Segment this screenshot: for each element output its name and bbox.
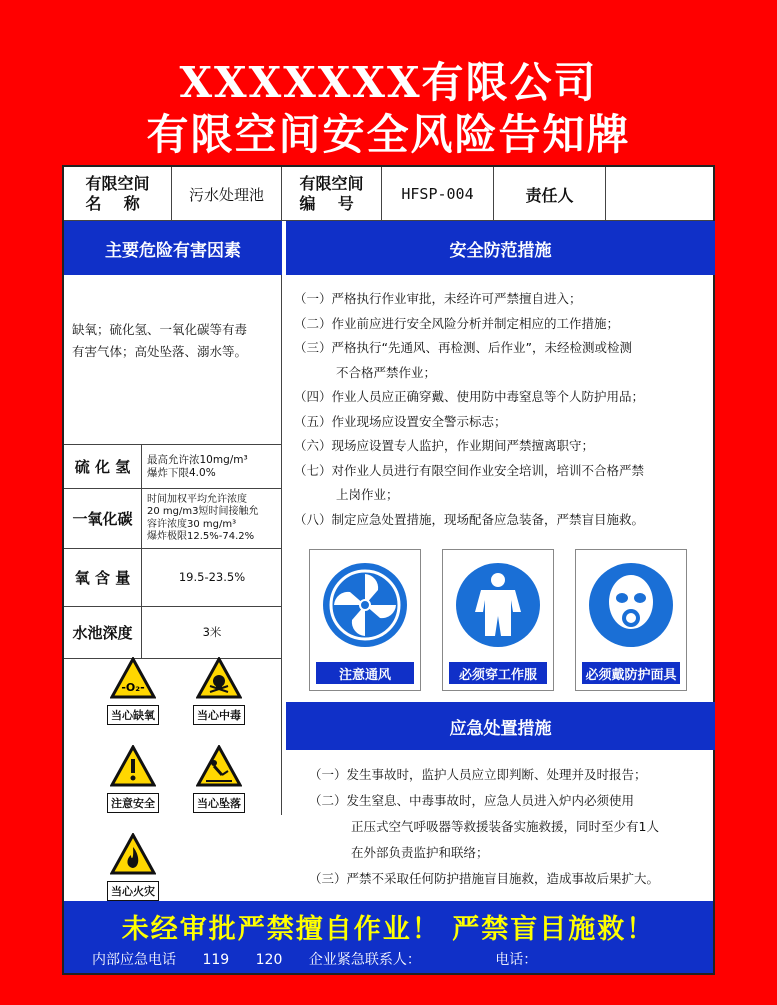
param-value: 3米: [202, 625, 222, 639]
space-code-label: [282, 167, 382, 221]
contact-text: 119: [202, 952, 230, 968]
measure-item: （一）严格执行作业审批，未经许可严禁擅自进入；: [294, 291, 582, 306]
emergency-title-bar: 应急处置措施: [286, 702, 715, 750]
space-name-label-line2: 名 称: [85, 194, 140, 213]
gas-mask-icon: [586, 560, 676, 650]
space-code-value: HFSP-004: [382, 167, 494, 221]
space-name-value: 污水处理池: [172, 167, 282, 221]
param-text: 容许浓度30 mg/m³: [147, 518, 237, 530]
emergency-list: [309, 762, 709, 892]
ppe-sign-ventilation: [309, 549, 421, 691]
space-code-label-line1: 有限空间: [299, 174, 364, 193]
hazards-column: [64, 275, 282, 815]
measures-list: [294, 287, 704, 532]
sign-title: 有限空间安全风险告知牌: [146, 110, 631, 159]
contact-line: [92, 949, 559, 969]
param-row: [64, 607, 282, 659]
responsible-value: [606, 167, 715, 221]
param-row: [64, 445, 282, 489]
param-text: 爆炸下限4.0%: [147, 466, 216, 479]
sign-label: 注意安全: [107, 793, 159, 813]
measure-item: 不合格严禁作业；: [336, 364, 437, 380]
param-label: 氧 含 量: [64, 549, 142, 606]
param-text: 最高允许浓10mg/m³: [147, 453, 248, 466]
warning-sign-oxygen: [98, 657, 168, 725]
param-text: 爆炸极限12.5%-74.2%: [147, 531, 255, 542]
info-board: [62, 165, 715, 975]
sign-label: 当心坠落: [193, 793, 245, 813]
falling-person-icon: [196, 745, 242, 787]
fire-icon: [110, 833, 156, 875]
warning-sign-caution: [98, 745, 168, 813]
exclamation-icon: [110, 745, 156, 787]
contact-text: 120: [255, 952, 283, 968]
param-label: 一氧化碳: [64, 489, 142, 548]
ppe-label: 必须穿工作服: [449, 662, 547, 684]
measures-title-bar: 安全防范措施: [286, 221, 715, 275]
emergency-item: （一）发生事故时，监护人员应立即判断、处理并及时报告；: [309, 767, 647, 782]
measure-item: （五）作业现场应设置安全警示标志；: [294, 413, 507, 429]
param-label: 水池深度: [64, 607, 142, 658]
hazards-title-bar: 主要危险有害因素: [64, 221, 282, 275]
ppe-label: 必须戴防护面具: [582, 662, 680, 684]
skull-icon: [196, 657, 242, 699]
oxygen-warning-icon: [110, 657, 156, 699]
measure-item: （四）作业人员应正确穿戴、使用防中毒窒息等个人防护用品；: [294, 389, 645, 404]
param-row: [64, 489, 282, 549]
sign-label: 当心缺氧: [107, 705, 159, 725]
param-text: 20 mg/m3短时间接触允: [147, 506, 259, 517]
hazards-line: 有害气体；高处坠落、溺水等。: [72, 344, 248, 359]
slogan: 未经审批严禁擅自作业！ 严禁盲目施救！: [121, 914, 656, 945]
workwear-icon: [453, 560, 543, 650]
footer-bar: [64, 901, 713, 973]
param-value: [142, 489, 282, 548]
warning-sign-fall: [184, 745, 254, 813]
sign-label: 当心中毒: [193, 705, 245, 725]
sign-label: 当心火灾: [107, 881, 159, 901]
warning-sign-poison: [184, 657, 254, 725]
company-title: XXXXXXX有限公司: [179, 58, 598, 107]
contact-text: 内部应急电话: [92, 952, 176, 968]
emergency-item: 正压式空气呼吸器等救援装备实施救援，同时至少有1人: [351, 819, 659, 834]
ppe-label: 注意通风: [316, 662, 414, 684]
contact-text: 电话：: [495, 952, 538, 968]
param-value: 19.5-23.5%: [178, 570, 246, 584]
fan-icon: [320, 560, 410, 650]
space-code-label-line2: 编 号: [299, 194, 354, 213]
svg-text:-O₂-: -O₂-: [121, 681, 145, 694]
param-value: [142, 445, 282, 488]
measure-item: （六）现场应设置专人监护，作业期间严禁擅离职守；: [294, 438, 595, 453]
space-name-label-line1: 有限空间: [85, 174, 150, 193]
hazards-line: 缺氧；硫化氢、一氧化碳等有毒: [72, 322, 248, 337]
emergency-item: （二）发生窒息、中毒事故时，应急人员进入炉内必须使用: [309, 793, 635, 808]
hazards-text: [64, 275, 282, 445]
space-name-label: [64, 167, 172, 221]
warning-sign-fire: [98, 833, 168, 901]
header-row: [64, 167, 713, 221]
measure-item: （三）严格执行“先通风、再检测、后作业”，未经检测或检测: [294, 340, 632, 355]
param-row: [64, 549, 282, 607]
measure-item: （七）对作业人员进行有限空间作业安全培训，培训不合格严禁: [294, 462, 645, 478]
emergency-item: 在外部负责监护和联络；: [351, 845, 489, 860]
param-text: 时间加权平均允许浓度: [147, 493, 247, 505]
param-label: 硫 化 氢: [64, 445, 142, 488]
measure-item: （二）作业前应进行安全风险分析并制定相应的工作措施；: [294, 315, 620, 331]
ppe-sign-mask: [575, 549, 687, 691]
emergency-item: （三）严禁不采取任何防护措施盲目施救，造成事故后果扩大。: [309, 871, 660, 886]
ppe-sign-workwear: [442, 549, 554, 691]
measure-item: 上岗作业；: [336, 487, 399, 502]
measure-item: （八）制定应急处置措施，现场配备应急装备，严禁盲目施救。: [294, 511, 645, 527]
responsible-label: 责任人: [494, 167, 606, 221]
contact-text: 企业紧急联系人：: [308, 952, 421, 968]
